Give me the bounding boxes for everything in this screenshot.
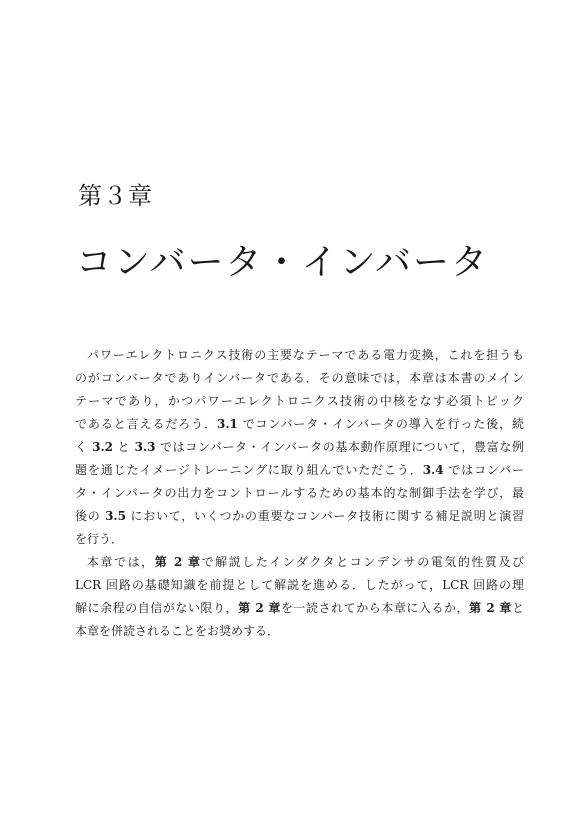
text-segment: パワーエレクトロニクス技術の主要なテーマである電力変換，これを担うも xyxy=(87,348,524,362)
text-line xyxy=(75,505,524,528)
text-segment: でコンバータ・インバータの導入を行った後，続 xyxy=(237,417,524,431)
text-segment: 本章を併読されることをお奨めする． xyxy=(75,624,280,638)
text-segment: を行う． xyxy=(75,532,124,546)
text-line xyxy=(75,436,524,459)
text-line xyxy=(75,597,524,620)
section-reference: 第 2 章 xyxy=(238,601,281,615)
text-segment: LCR 回路の基礎知識を前提として解説を進める．したがって，LCR 回路の理 xyxy=(75,578,524,592)
text-line xyxy=(75,620,524,643)
section-reference: 3.2 xyxy=(92,440,114,454)
section-reference: 第 2 章 xyxy=(154,555,202,569)
section-reference: 第 2 章 xyxy=(469,601,512,615)
text-segment: 後の xyxy=(75,509,106,523)
text-line xyxy=(75,344,524,367)
text-segment: 解に余程の自信がない限り， xyxy=(75,601,239,615)
text-segment: 題を通じたイメージトレーニングに取り組んでいただこう． xyxy=(75,463,423,477)
section-reference: 3.3 xyxy=(134,440,156,454)
text-segment: ではコンバー xyxy=(443,463,524,477)
section-reference: 3.1 xyxy=(217,417,238,431)
text-line xyxy=(75,528,524,551)
text-line xyxy=(75,390,524,413)
text-segment: ではコンバータ・インバータの基本動作原理について，豊富な例 xyxy=(155,440,524,454)
text-segment: において，いくつかの重要なコンバータ技術に関する補足説明と演習 xyxy=(125,509,524,523)
text-line xyxy=(75,459,524,482)
text-segment: のがコンバータでありインバータである．その意味では，本章は本書のメイン xyxy=(75,371,524,385)
text-segment: を一読されてから本章に入るか， xyxy=(280,601,470,615)
text-segment: と xyxy=(113,440,135,454)
paragraph xyxy=(75,344,524,551)
text-segment: 本章では， xyxy=(87,555,155,569)
text-segment: で解説したインダクタとコンデンサの電気的性質及び xyxy=(201,555,524,569)
text-line xyxy=(75,551,524,574)
section-reference: 3.4 xyxy=(422,463,444,477)
chapter-intro xyxy=(75,344,524,643)
text-segment: と xyxy=(511,601,524,615)
text-segment: テーマであり，かつパワーエレクトロニクス技術の中核をなす必須トピック xyxy=(75,394,524,408)
paragraph xyxy=(75,551,524,643)
text-line xyxy=(75,482,524,505)
text-segment: であると言えるだろう． xyxy=(75,417,217,431)
text-line xyxy=(75,413,524,436)
text-segment: く xyxy=(75,440,93,454)
section-reference: 3.5 xyxy=(105,509,126,523)
text-line xyxy=(75,367,524,390)
text-segment: タ・インバータの出力をコントロールするための基本的な制御手法を学び，最 xyxy=(75,486,524,500)
chapter-number: 第３章 xyxy=(78,182,153,210)
chapter-title: コンバータ・インバータ xyxy=(76,242,489,283)
text-line xyxy=(75,574,524,597)
